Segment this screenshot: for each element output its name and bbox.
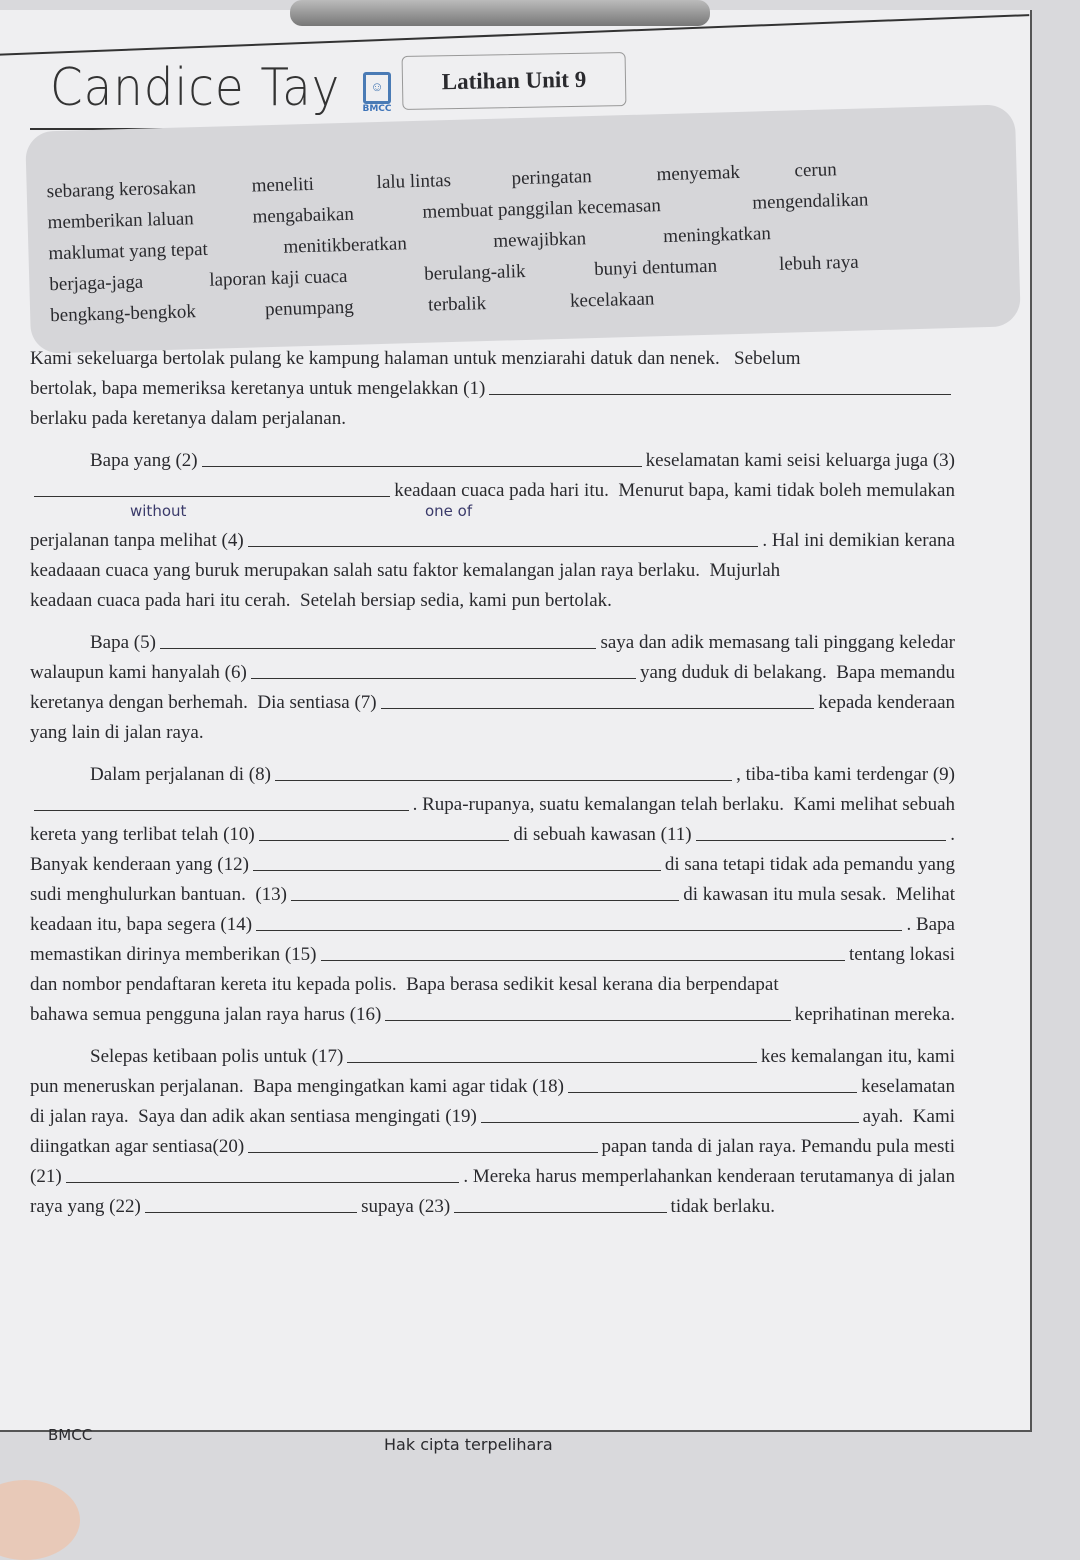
word-bank-item: cerun xyxy=(794,159,837,182)
passage-text: . Mereka harus memperlahankan kenderaan terutamanya di jalan xyxy=(463,1166,955,1187)
passage-line xyxy=(30,1098,955,1128)
word-bank-item: peringatan xyxy=(511,166,593,190)
passage-line xyxy=(30,816,955,846)
word-bank-item: terbalik xyxy=(427,293,487,316)
footer-brand: BMCC xyxy=(48,1426,93,1444)
handwritten-note: one of xyxy=(425,502,473,520)
paragraph xyxy=(30,340,955,430)
passage-text: Banyak kenderaan yang (12) xyxy=(30,854,249,875)
word-bank-item: meningkatkan xyxy=(662,223,772,248)
passage-text: di sana tetapi tidak ada pemandu yang xyxy=(664,854,955,875)
logo-text: BMCC xyxy=(362,104,392,114)
passage-text: di kawasan itu mula sesak. Melihat xyxy=(683,884,955,905)
answer-blank[interactable] xyxy=(248,1152,597,1153)
passage-text: perjalanan tanpa melihat (4) xyxy=(30,530,244,551)
passage-line xyxy=(30,1068,955,1098)
passage-line xyxy=(30,624,955,654)
word-bank-item: lebuh raya xyxy=(778,251,860,275)
passage-text: keselamatan kami seisi keluarga juga (3) xyxy=(645,450,955,471)
passage-text: keretanya dengan berhemah. Dia sentiasa (7) xyxy=(30,692,377,713)
answer-blank[interactable] xyxy=(291,900,679,901)
answer-blank[interactable] xyxy=(145,1212,357,1213)
passage-text: tidak berlaku. xyxy=(670,1196,776,1217)
passage-line xyxy=(30,340,955,370)
passage-line xyxy=(30,966,955,996)
answer-blank[interactable] xyxy=(321,960,845,961)
passage-text: keadaan cuaca pada hari itu cerah. Setelah bersiap sedia, kami pun bertolak. xyxy=(30,590,612,611)
passage-text: . Bapa xyxy=(906,914,955,935)
page-title: Latihan Unit 9 xyxy=(402,52,627,110)
handwritten-note: without xyxy=(130,502,187,520)
passage-line xyxy=(30,582,955,612)
footer-copyright: Hak cipta terpelihara xyxy=(384,1435,553,1454)
word-bank-item: membuat panggilan kecemasan xyxy=(422,195,662,223)
answer-blank[interactable] xyxy=(248,546,759,547)
answer-blank[interactable] xyxy=(381,708,815,709)
paragraph xyxy=(30,442,955,612)
worksheet-page xyxy=(0,10,1032,1454)
passage-text: (21) xyxy=(30,1166,62,1187)
passage-line xyxy=(30,370,955,400)
answer-blank[interactable] xyxy=(489,394,951,395)
passage-line xyxy=(30,472,955,502)
passage-text: keadaaan cuaca yang buruk merupakan salah satu faktor kemalangan jalan raya berlaku. Mujurlah xyxy=(30,560,781,581)
passage-text: di jalan raya. Saya dan adik akan sentiasa mengingati (19) xyxy=(30,1106,477,1127)
word-bank xyxy=(25,104,1021,354)
word-bank-item: berjaga-jaga xyxy=(49,271,144,296)
word-bank-item: mengabaikan xyxy=(252,203,355,228)
passage-line xyxy=(30,400,955,430)
passage-text: , tiba-tiba kami terdengar (9) xyxy=(736,764,955,785)
thumb xyxy=(0,1480,80,1560)
passage-text: saya dan adik memasang tali pinggang keledar xyxy=(600,632,955,653)
passage-text: . xyxy=(950,824,956,845)
passage-text: kereta yang terlibat telah (10) xyxy=(30,824,255,845)
passage-text: diingatkan agar sentiasa(20) xyxy=(30,1136,245,1157)
word-bank-item: kecelakaan xyxy=(569,288,655,312)
answer-blank[interactable] xyxy=(275,780,732,781)
student-name-handwritten: Candice Tay xyxy=(50,58,341,118)
word-bank-item: mengendalikan xyxy=(752,189,869,214)
passage-text: sudi menghulurkan bantuan. (13) xyxy=(30,884,287,905)
answer-blank[interactable] xyxy=(202,466,642,467)
passage-line xyxy=(30,786,955,816)
passage-text: keprihatinan mereka. xyxy=(794,1004,955,1025)
passage-text: . Hal ini demikian kerana xyxy=(762,530,955,551)
answer-blank[interactable] xyxy=(696,840,947,841)
answer-blank[interactable] xyxy=(34,810,409,811)
answer-blank[interactable] xyxy=(259,840,510,841)
answer-blank[interactable] xyxy=(160,648,597,649)
passage-line xyxy=(30,906,955,936)
passage-text: pun meneruskan perjalanan. Bapa mengingatkan kami agar tidak (18) xyxy=(30,1076,564,1097)
passage-text: kes kemalangan itu, kami xyxy=(760,1046,955,1067)
passage-text: Bapa yang (2) xyxy=(90,450,198,471)
passage-line xyxy=(30,1128,955,1158)
passage-text: . Rupa-rupanya, suatu kemalangan telah berlaku. Kami melihat sebuah xyxy=(412,794,955,815)
passage xyxy=(30,340,955,1230)
answer-blank[interactable] xyxy=(253,870,661,871)
word-bank-item: mewajibkan xyxy=(493,228,587,252)
passage-text: ayah. Kami xyxy=(862,1106,955,1127)
word-bank-item: penumpang xyxy=(264,296,355,321)
passage-line xyxy=(30,996,955,1026)
passage-text: supaya (23) xyxy=(361,1196,451,1217)
passage-line xyxy=(30,1158,955,1188)
passage-text: keadaan cuaca pada hari itu. Menurut bapa, kami tidak boleh memulakan xyxy=(394,480,955,501)
answer-blank[interactable] xyxy=(454,1212,666,1213)
passage-line xyxy=(30,654,955,684)
word-bank-item: berulang-alik xyxy=(423,260,526,285)
passage-text: Bapa (5) xyxy=(90,632,156,653)
answer-blank[interactable] xyxy=(256,930,902,931)
passage-text: Dalam perjalanan di (8) xyxy=(90,764,271,785)
passage-line xyxy=(30,936,955,966)
passage-line xyxy=(30,1038,955,1068)
answer-blank[interactable] xyxy=(568,1092,857,1093)
passage-text: yang lain di jalan raya. xyxy=(30,722,204,743)
word-bank-item: menitikberatkan xyxy=(283,233,408,258)
passage-text: raya yang (22) xyxy=(30,1196,141,1217)
word-bank-item: menyemak xyxy=(656,161,741,186)
passage-line xyxy=(30,756,955,786)
passage-text: keselamatan xyxy=(861,1076,955,1097)
word-bank-item: sebarang kerosakan xyxy=(46,177,197,203)
passage-line xyxy=(30,876,955,906)
passage-line xyxy=(30,1188,955,1218)
passage-line xyxy=(30,846,955,876)
word-bank-item: bunyi dentuman xyxy=(593,255,718,281)
passage-text: bahawa semua pengguna jalan raya harus (16) xyxy=(30,1004,382,1025)
passage-text: walaupun kami hanyalah (6) xyxy=(30,662,247,683)
passage-text: papan tanda di jalan raya. Pemandu pula mesti xyxy=(601,1136,955,1157)
passage-text: tentang lokasi xyxy=(848,944,955,965)
paragraph xyxy=(30,756,955,1026)
passage-text: Selepas ketibaan polis untuk (17) xyxy=(90,1046,344,1067)
word-bank-item: meneliti xyxy=(251,173,315,197)
logo-face-icon: ☺ xyxy=(363,72,391,104)
word-bank-item: bengkang-bengkok xyxy=(49,301,197,327)
passage-line xyxy=(30,684,955,714)
passage-text: dan nombor pendaftaran kereta itu kepada polis. Bapa berasa sedikit kesal kerana dia berpendapat xyxy=(30,974,779,995)
passage-text: kepada kenderaan xyxy=(818,692,955,713)
passage-text: keadaan itu, bapa segera (14) xyxy=(30,914,253,935)
passage-line xyxy=(30,442,955,472)
paragraph xyxy=(30,1038,955,1218)
answer-blank[interactable] xyxy=(347,1062,757,1063)
passage-text: di sebuah kawasan (11) xyxy=(513,824,692,845)
answer-blank[interactable] xyxy=(481,1122,859,1123)
passage-line xyxy=(30,714,955,744)
paragraph xyxy=(30,624,955,744)
word-bank-item: laporan kaji cuaca xyxy=(209,265,348,291)
passage-line xyxy=(30,502,955,552)
passage-text: yang duduk di belakang. Bapa memandu xyxy=(639,662,955,683)
answer-blank[interactable] xyxy=(251,678,636,679)
clipboard-clip xyxy=(290,0,710,26)
passage-text: memastikan dirinya memberikan (15) xyxy=(30,944,317,965)
word-bank-item: lalu lintas xyxy=(376,169,452,194)
answer-blank[interactable] xyxy=(66,1182,460,1183)
bmcc-logo xyxy=(360,72,394,114)
word-bank-item: memberikan laluan xyxy=(47,208,195,234)
passage-line xyxy=(30,552,955,582)
word-bank-item: maklumat yang tepat xyxy=(48,238,209,265)
answer-blank[interactable] xyxy=(34,496,390,497)
passage-text: bertolak, bapa memeriksa keretanya untuk mengelakkan (1) xyxy=(30,378,486,399)
answer-blank[interactable] xyxy=(385,1020,790,1021)
passage-text: Kami sekeluarga bertolak pulang ke kampung halaman untuk menziarahi datuk dan nenek. Sebelum xyxy=(30,348,801,369)
passage-text: berlaku pada keretanya dalam perjalanan. xyxy=(30,408,346,429)
